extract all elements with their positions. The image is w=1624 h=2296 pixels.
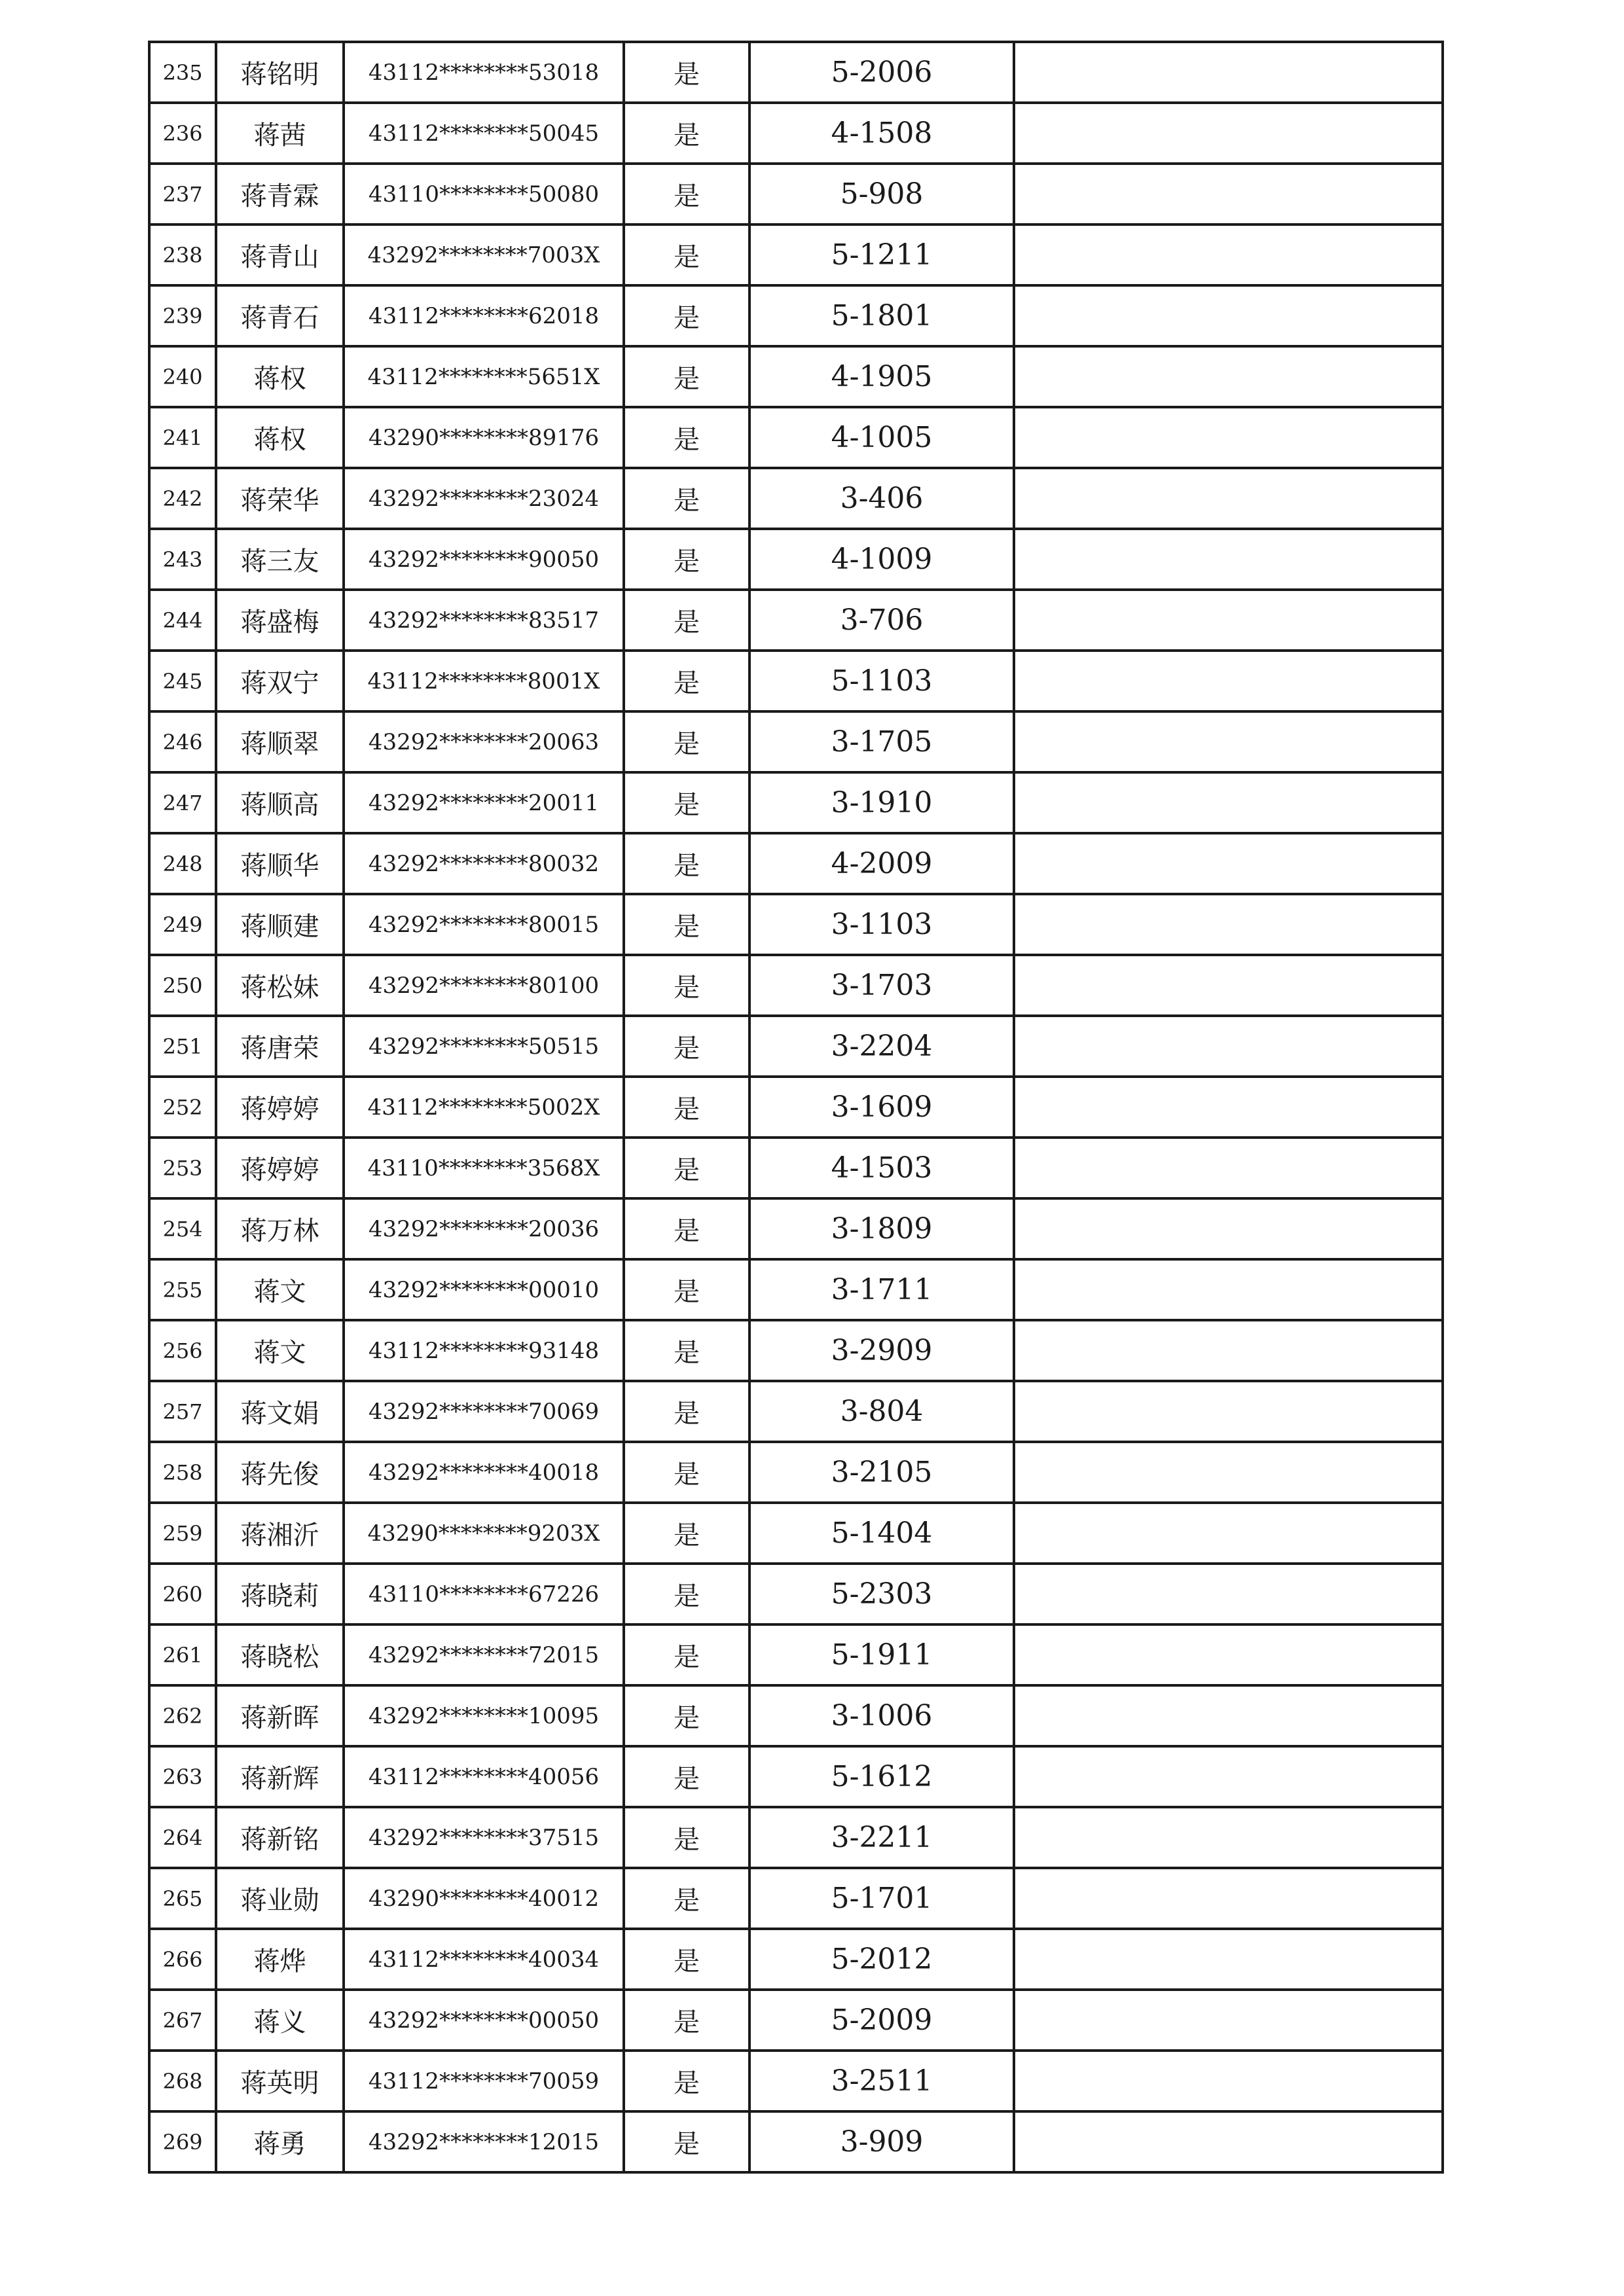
- row-number-cell: 262: [149, 1685, 216, 1746]
- row-number-cell: 252: [149, 1077, 216, 1138]
- eligibility-flag-cell: 是: [624, 103, 749, 164]
- eligibility-flag-cell: 是: [624, 1746, 749, 1807]
- remarks-cell: [1014, 103, 1443, 164]
- table-row: [149, 407, 1443, 468]
- person-name-cell: 蒋文娟: [216, 1381, 344, 1442]
- person-name-cell: 蒋义: [216, 1990, 344, 2051]
- id-number-cell: 43292********23024: [344, 468, 624, 529]
- unit-number-cell: 3-2211: [749, 1807, 1014, 1868]
- row-number-cell: 254: [149, 1198, 216, 1259]
- table-row: [149, 103, 1443, 164]
- remarks-cell: [1014, 529, 1443, 590]
- unit-number-cell: 4-1005: [749, 407, 1014, 468]
- id-number-cell: 43112********40034: [344, 1929, 624, 1990]
- id-number-cell: 43292********20063: [344, 711, 624, 772]
- eligibility-flag-cell: 是: [624, 1381, 749, 1442]
- remarks-cell: [1014, 833, 1443, 894]
- person-name-cell: 蒋新辉: [216, 1746, 344, 1807]
- id-number-cell: 43112********40056: [344, 1746, 624, 1807]
- eligibility-flag-cell: 是: [624, 1442, 749, 1503]
- row-number-cell: 245: [149, 651, 216, 711]
- table-row: [149, 1746, 1443, 1807]
- id-number-cell: 43290********89176: [344, 407, 624, 468]
- person-name-cell: 蒋新铭: [216, 1807, 344, 1868]
- table-row: [149, 285, 1443, 346]
- person-name-cell: 蒋文: [216, 1320, 344, 1381]
- id-number-cell: 43292********80100: [344, 955, 624, 1016]
- eligibility-flag-cell: 是: [624, 894, 749, 955]
- row-number-cell: 248: [149, 833, 216, 894]
- eligibility-flag-cell: 是: [624, 590, 749, 651]
- table-row: [149, 1320, 1443, 1381]
- row-number-cell: 243: [149, 529, 216, 590]
- id-number-cell: 43112********93148: [344, 1320, 624, 1381]
- unit-number-cell: 4-1503: [749, 1138, 1014, 1198]
- remarks-cell: [1014, 1138, 1443, 1198]
- table-row: [149, 1929, 1443, 1990]
- id-number-cell: 43110********3568X: [344, 1138, 624, 1198]
- id-number-cell: 43292********00010: [344, 1259, 624, 1320]
- row-number-cell: 249: [149, 894, 216, 955]
- unit-number-cell: 5-2009: [749, 1990, 1014, 2051]
- person-name-cell: 蒋铭明: [216, 42, 344, 103]
- person-name-cell: 蒋顺建: [216, 894, 344, 955]
- table-row: [149, 1016, 1443, 1077]
- table-row: [149, 2051, 1443, 2111]
- eligibility-flag-cell: 是: [624, 2051, 749, 2111]
- row-number-cell: 268: [149, 2051, 216, 2111]
- id-number-cell: 43292********83517: [344, 590, 624, 651]
- eligibility-flag-cell: 是: [624, 1624, 749, 1685]
- remarks-cell: [1014, 1198, 1443, 1259]
- row-number-cell: 246: [149, 711, 216, 772]
- table-row: [149, 955, 1443, 1016]
- person-name-cell: 蒋茜: [216, 103, 344, 164]
- table-row: [149, 468, 1443, 529]
- id-number-cell: 43292********37515: [344, 1807, 624, 1868]
- row-number-cell: 263: [149, 1746, 216, 1807]
- unit-number-cell: 3-2909: [749, 1320, 1014, 1381]
- row-number-cell: 260: [149, 1564, 216, 1624]
- eligibility-flag-cell: 是: [624, 1990, 749, 2051]
- row-number-cell: 269: [149, 2111, 216, 2172]
- eligibility-flag-cell: 是: [624, 1807, 749, 1868]
- person-name-cell: 蒋青山: [216, 224, 344, 285]
- eligibility-flag-cell: 是: [624, 955, 749, 1016]
- person-name-cell: 蒋晓松: [216, 1624, 344, 1685]
- person-name-cell: 蒋业勋: [216, 1868, 344, 1929]
- id-number-cell: 43112********8001X: [344, 651, 624, 711]
- eligibility-flag-cell: 是: [624, 833, 749, 894]
- eligibility-flag-cell: 是: [624, 224, 749, 285]
- unit-number-cell: 5-1612: [749, 1746, 1014, 1807]
- table-row: [149, 1138, 1443, 1198]
- remarks-cell: [1014, 1746, 1443, 1807]
- unit-number-cell: 3-1910: [749, 772, 1014, 833]
- unit-number-cell: 4-1009: [749, 529, 1014, 590]
- eligibility-flag-cell: 是: [624, 1016, 749, 1077]
- table-row: [149, 833, 1443, 894]
- person-name-cell: 蒋权: [216, 346, 344, 407]
- row-number-cell: 253: [149, 1138, 216, 1198]
- eligibility-flag-cell: 是: [624, 1259, 749, 1320]
- person-name-cell: 蒋松妹: [216, 955, 344, 1016]
- id-number-cell: 43292********12015: [344, 2111, 624, 2172]
- table-row: [149, 164, 1443, 224]
- row-number-cell: 238: [149, 224, 216, 285]
- eligibility-flag-cell: 是: [624, 1868, 749, 1929]
- table-row: [149, 590, 1443, 651]
- unit-number-cell: 5-2006: [749, 42, 1014, 103]
- row-number-cell: 235: [149, 42, 216, 103]
- row-number-cell: 255: [149, 1259, 216, 1320]
- remarks-cell: [1014, 1564, 1443, 1624]
- remarks-cell: [1014, 1807, 1443, 1868]
- remarks-cell: [1014, 1016, 1443, 1077]
- person-name-cell: 蒋婷婷: [216, 1077, 344, 1138]
- row-number-cell: 267: [149, 1990, 216, 2051]
- eligibility-flag-cell: 是: [624, 772, 749, 833]
- eligibility-flag-cell: 是: [624, 1685, 749, 1746]
- id-number-cell: 43112********5002X: [344, 1077, 624, 1138]
- unit-number-cell: 5-2012: [749, 1929, 1014, 1990]
- roster-body: [149, 42, 1443, 2172]
- person-name-cell: 蒋权: [216, 407, 344, 468]
- remarks-cell: [1014, 42, 1443, 103]
- table-row: [149, 711, 1443, 772]
- eligibility-flag-cell: 是: [624, 2111, 749, 2172]
- eligibility-flag-cell: 是: [624, 1320, 749, 1381]
- row-number-cell: 264: [149, 1807, 216, 1868]
- table-row: [149, 1868, 1443, 1929]
- table-row: [149, 894, 1443, 955]
- eligibility-flag-cell: 是: [624, 1077, 749, 1138]
- remarks-cell: [1014, 224, 1443, 285]
- unit-number-cell: 3-2204: [749, 1016, 1014, 1077]
- unit-number-cell: 5-1801: [749, 285, 1014, 346]
- remarks-cell: [1014, 285, 1443, 346]
- table-row: [149, 1077, 1443, 1138]
- eligibility-flag-cell: 是: [624, 1564, 749, 1624]
- table-row: [149, 651, 1443, 711]
- id-number-cell: 43112********53018: [344, 42, 624, 103]
- row-number-cell: 236: [149, 103, 216, 164]
- person-name-cell: 蒋三友: [216, 529, 344, 590]
- remarks-cell: [1014, 2051, 1443, 2111]
- id-number-cell: 43292********80015: [344, 894, 624, 955]
- unit-number-cell: 3-1711: [749, 1259, 1014, 1320]
- id-number-cell: 43292********40018: [344, 1442, 624, 1503]
- remarks-cell: [1014, 407, 1443, 468]
- table-row: [149, 1198, 1443, 1259]
- table-row: [149, 772, 1443, 833]
- remarks-cell: [1014, 772, 1443, 833]
- row-number-cell: 240: [149, 346, 216, 407]
- id-number-cell: 43290********9203X: [344, 1503, 624, 1564]
- eligibility-flag-cell: 是: [624, 346, 749, 407]
- unit-number-cell: 3-1609: [749, 1077, 1014, 1138]
- person-name-cell: 蒋青霖: [216, 164, 344, 224]
- row-number-cell: 265: [149, 1868, 216, 1929]
- row-number-cell: 259: [149, 1503, 216, 1564]
- person-name-cell: 蒋新晖: [216, 1685, 344, 1746]
- remarks-cell: [1014, 2111, 1443, 2172]
- person-name-cell: 蒋顺高: [216, 772, 344, 833]
- id-number-cell: 43292********90050: [344, 529, 624, 590]
- table-row: [149, 1990, 1443, 2051]
- row-number-cell: 250: [149, 955, 216, 1016]
- eligibility-flag-cell: 是: [624, 407, 749, 468]
- unit-number-cell: 5-1211: [749, 224, 1014, 285]
- unit-number-cell: 3-804: [749, 1381, 1014, 1442]
- unit-number-cell: 3-1703: [749, 955, 1014, 1016]
- table-row: [149, 1259, 1443, 1320]
- row-number-cell: 256: [149, 1320, 216, 1381]
- id-number-cell: 43292********72015: [344, 1624, 624, 1685]
- person-name-cell: 蒋唐荣: [216, 1016, 344, 1077]
- table-row: [149, 1564, 1443, 1624]
- person-name-cell: 蒋荣华: [216, 468, 344, 529]
- unit-number-cell: 5-908: [749, 164, 1014, 224]
- table-row: [149, 1381, 1443, 1442]
- id-number-cell: 43292********7003X: [344, 224, 624, 285]
- row-number-cell: 241: [149, 407, 216, 468]
- remarks-cell: [1014, 1259, 1443, 1320]
- row-number-cell: 266: [149, 1929, 216, 1990]
- unit-number-cell: 4-1905: [749, 346, 1014, 407]
- remarks-cell: [1014, 1990, 1443, 2051]
- eligibility-flag-cell: 是: [624, 1138, 749, 1198]
- eligibility-flag-cell: 是: [624, 529, 749, 590]
- id-number-cell: 43112********62018: [344, 285, 624, 346]
- remarks-cell: [1014, 1685, 1443, 1746]
- table-row: [149, 42, 1443, 103]
- unit-number-cell: 3-909: [749, 2111, 1014, 2172]
- unit-number-cell: 3-706: [749, 590, 1014, 651]
- eligibility-flag-cell: 是: [624, 651, 749, 711]
- person-name-cell: 蒋英明: [216, 2051, 344, 2111]
- unit-number-cell: 4-2009: [749, 833, 1014, 894]
- unit-number-cell: 3-406: [749, 468, 1014, 529]
- row-number-cell: 244: [149, 590, 216, 651]
- id-number-cell: 43292********50515: [344, 1016, 624, 1077]
- person-name-cell: 蒋烨: [216, 1929, 344, 1990]
- row-number-cell: 258: [149, 1442, 216, 1503]
- roster-table: [148, 41, 1444, 2174]
- eligibility-flag-cell: 是: [624, 711, 749, 772]
- person-name-cell: 蒋婷婷: [216, 1138, 344, 1198]
- unit-number-cell: 3-1006: [749, 1685, 1014, 1746]
- remarks-cell: [1014, 1381, 1443, 1442]
- remarks-cell: [1014, 1077, 1443, 1138]
- remarks-cell: [1014, 346, 1443, 407]
- row-number-cell: 237: [149, 164, 216, 224]
- remarks-cell: [1014, 1929, 1443, 1990]
- unit-number-cell: 5-1103: [749, 651, 1014, 711]
- row-number-cell: 251: [149, 1016, 216, 1077]
- table-row: [149, 1685, 1443, 1746]
- eligibility-flag-cell: 是: [624, 1929, 749, 1990]
- eligibility-flag-cell: 是: [624, 285, 749, 346]
- row-number-cell: 257: [149, 1381, 216, 1442]
- person-name-cell: 蒋万林: [216, 1198, 344, 1259]
- unit-number-cell: 3-1809: [749, 1198, 1014, 1259]
- remarks-cell: [1014, 164, 1443, 224]
- id-number-cell: 43292********80032: [344, 833, 624, 894]
- person-name-cell: 蒋盛梅: [216, 590, 344, 651]
- person-name-cell: 蒋晓莉: [216, 1564, 344, 1624]
- table-row: [149, 529, 1443, 590]
- id-number-cell: 43110********67226: [344, 1564, 624, 1624]
- eligibility-flag-cell: 是: [624, 468, 749, 529]
- id-number-cell: 43292********00050: [344, 1990, 624, 2051]
- eligibility-flag-cell: 是: [624, 42, 749, 103]
- row-number-cell: 247: [149, 772, 216, 833]
- person-name-cell: 蒋文: [216, 1259, 344, 1320]
- table-row: [149, 1503, 1443, 1564]
- remarks-cell: [1014, 1868, 1443, 1929]
- person-name-cell: 蒋勇: [216, 2111, 344, 2172]
- eligibility-flag-cell: 是: [624, 164, 749, 224]
- person-name-cell: 蒋双宁: [216, 651, 344, 711]
- table-row: [149, 346, 1443, 407]
- eligibility-flag-cell: 是: [624, 1503, 749, 1564]
- remarks-cell: [1014, 651, 1443, 711]
- id-number-cell: 43290********40012: [344, 1868, 624, 1929]
- unit-number-cell: 4-1508: [749, 103, 1014, 164]
- remarks-cell: [1014, 590, 1443, 651]
- id-number-cell: 43112********5651X: [344, 346, 624, 407]
- unit-number-cell: 3-1705: [749, 711, 1014, 772]
- id-number-cell: 43112********50045: [344, 103, 624, 164]
- remarks-cell: [1014, 468, 1443, 529]
- table-row: [149, 1442, 1443, 1503]
- remarks-cell: [1014, 1624, 1443, 1685]
- remarks-cell: [1014, 1320, 1443, 1381]
- id-number-cell: 43292********70069: [344, 1381, 624, 1442]
- person-name-cell: 蒋顺华: [216, 833, 344, 894]
- person-name-cell: 蒋青石: [216, 285, 344, 346]
- remarks-cell: [1014, 1442, 1443, 1503]
- row-number-cell: 242: [149, 468, 216, 529]
- remarks-cell: [1014, 1503, 1443, 1564]
- remarks-cell: [1014, 955, 1443, 1016]
- unit-number-cell: 5-1404: [749, 1503, 1014, 1564]
- person-name-cell: 蒋湘沂: [216, 1503, 344, 1564]
- remarks-cell: [1014, 894, 1443, 955]
- table-row: [149, 1807, 1443, 1868]
- row-number-cell: 261: [149, 1624, 216, 1685]
- row-number-cell: 239: [149, 285, 216, 346]
- id-number-cell: 43110********50080: [344, 164, 624, 224]
- table-row: [149, 2111, 1443, 2172]
- id-number-cell: 43292********20011: [344, 772, 624, 833]
- id-number-cell: 43292********20036: [344, 1198, 624, 1259]
- id-number-cell: 43292********10095: [344, 1685, 624, 1746]
- person-name-cell: 蒋顺翠: [216, 711, 344, 772]
- table-row: [149, 1624, 1443, 1685]
- table-row: [149, 224, 1443, 285]
- unit-number-cell: 5-1701: [749, 1868, 1014, 1929]
- id-number-cell: 43112********70059: [344, 2051, 624, 2111]
- unit-number-cell: 5-1911: [749, 1624, 1014, 1685]
- remarks-cell: [1014, 711, 1443, 772]
- unit-number-cell: 3-1103: [749, 894, 1014, 955]
- unit-number-cell: 3-2511: [749, 2051, 1014, 2111]
- unit-number-cell: 5-2303: [749, 1564, 1014, 1624]
- eligibility-flag-cell: 是: [624, 1198, 749, 1259]
- unit-number-cell: 3-2105: [749, 1442, 1014, 1503]
- person-name-cell: 蒋先俊: [216, 1442, 344, 1503]
